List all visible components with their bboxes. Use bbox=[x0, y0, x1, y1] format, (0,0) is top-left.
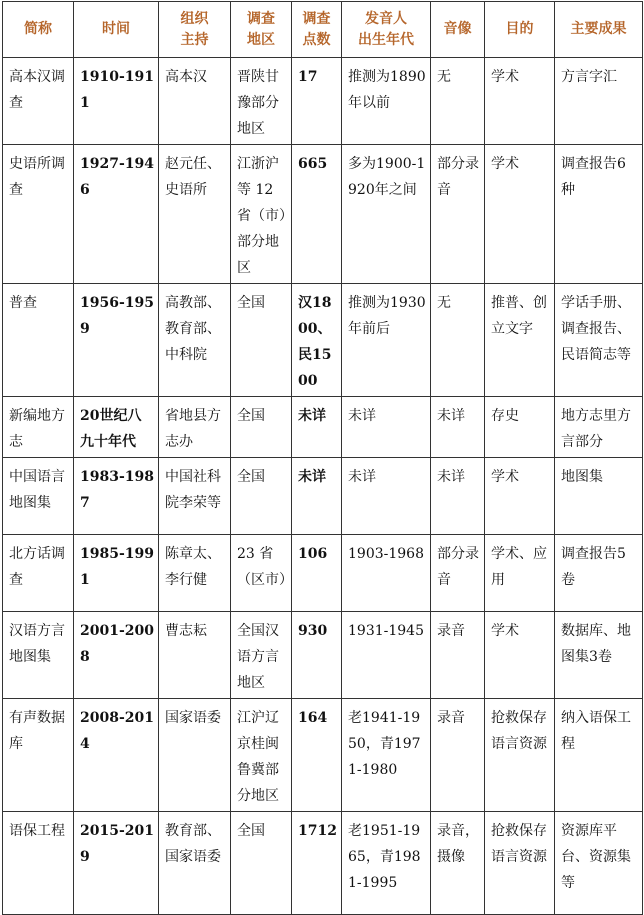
cell-points: 汉1800、民1500 bbox=[292, 284, 342, 397]
cell-organizer: 高本汉 bbox=[159, 58, 231, 145]
cell-purpose: 学术 bbox=[485, 58, 555, 145]
header-name: 简称 bbox=[3, 2, 74, 58]
table-row bbox=[3, 284, 643, 397]
header-results: 主要成果 bbox=[555, 2, 643, 58]
cell-time: 2015-2019 bbox=[74, 812, 159, 915]
table-row bbox=[3, 612, 643, 699]
cell-media: 未详 bbox=[431, 397, 485, 458]
table-row bbox=[3, 397, 643, 458]
cell-results: 地方志里方言部分 bbox=[555, 397, 643, 458]
cell-points: 106 bbox=[292, 535, 342, 612]
cell-results: 学话手册、调查报告、民语简志等 bbox=[555, 284, 643, 397]
cell-name: 高本汉调查 bbox=[3, 58, 74, 145]
cell-region: 全国 bbox=[231, 397, 292, 458]
cell-region: 江沪辽京桂闽鲁冀部分地区 bbox=[231, 699, 292, 812]
cell-purpose: 推普、创立文字 bbox=[485, 284, 555, 397]
cell-time: 2008-2014 bbox=[74, 699, 159, 812]
table-body bbox=[3, 58, 643, 915]
header-media: 音像 bbox=[431, 2, 485, 58]
cell-results: 资源库平台、资源集等 bbox=[555, 812, 643, 915]
cell-time: 1956-1959 bbox=[74, 284, 159, 397]
header-points: 调查 点数 bbox=[292, 2, 342, 58]
cell-birth: 老1951-1965，青1981-1995 bbox=[342, 812, 431, 915]
header-time: 时间 bbox=[74, 2, 159, 58]
cell-points: 17 bbox=[292, 58, 342, 145]
cell-region: 23 省（区市） bbox=[231, 535, 292, 612]
cell-birth: 推测为1890年以前 bbox=[342, 58, 431, 145]
cell-media: 录音 bbox=[431, 699, 485, 812]
header-region: 调查 地区 bbox=[231, 2, 292, 58]
cell-birth: 1903-1968 bbox=[342, 535, 431, 612]
cell-time: 1983-1987 bbox=[74, 458, 159, 535]
cell-points: 164 bbox=[292, 699, 342, 812]
table-row bbox=[3, 812, 643, 915]
cell-organizer: 赵元任、史语所 bbox=[159, 145, 231, 284]
cell-media: 未详 bbox=[431, 458, 485, 535]
cell-name: 中国语言地图集 bbox=[3, 458, 74, 535]
cell-results: 方言字汇 bbox=[555, 58, 643, 145]
header-purpose: 目的 bbox=[485, 2, 555, 58]
cell-purpose: 学术 bbox=[485, 145, 555, 284]
cell-name: 有声数据库 bbox=[3, 699, 74, 812]
cell-region: 全国 bbox=[231, 284, 292, 397]
cell-purpose: 抢救保存语言资源 bbox=[485, 699, 555, 812]
cell-points: 665 bbox=[292, 145, 342, 284]
cell-points: 未详 bbox=[292, 458, 342, 535]
survey-table bbox=[2, 1, 643, 915]
cell-purpose: 学术 bbox=[485, 612, 555, 699]
cell-region: 全国 bbox=[231, 812, 292, 915]
cell-time: 1910-1911 bbox=[74, 58, 159, 145]
header-birth: 发音人 出生年代 bbox=[342, 2, 431, 58]
cell-birth: 未详 bbox=[342, 458, 431, 535]
table-row bbox=[3, 458, 643, 535]
cell-points: 1712 bbox=[292, 812, 342, 915]
cell-media: 无 bbox=[431, 284, 485, 397]
cell-birth: 多为1900-1920年之间 bbox=[342, 145, 431, 284]
cell-time: 20世纪八九十年代 bbox=[74, 397, 159, 458]
table-row bbox=[3, 145, 643, 284]
cell-results: 调查报告5卷 bbox=[555, 535, 643, 612]
cell-birth: 老1941-1950，青1971-1980 bbox=[342, 699, 431, 812]
cell-time: 2001-2008 bbox=[74, 612, 159, 699]
cell-organizer: 高教部、教育部、中科院 bbox=[159, 284, 231, 397]
cell-organizer: 教育部、国家语委 bbox=[159, 812, 231, 915]
cell-name: 北方话调查 bbox=[3, 535, 74, 612]
cell-results: 纳入语保工程 bbox=[555, 699, 643, 812]
cell-points: 未详 bbox=[292, 397, 342, 458]
cell-region: 江浙沪等 12 省（市）部分地区 bbox=[231, 145, 292, 284]
cell-media: 无 bbox=[431, 58, 485, 145]
cell-organizer: 陈章太、李行健 bbox=[159, 535, 231, 612]
cell-birth: 未详 bbox=[342, 397, 431, 458]
cell-name: 普查 bbox=[3, 284, 74, 397]
cell-results: 数据库、地图集3卷 bbox=[555, 612, 643, 699]
table-row bbox=[3, 58, 643, 145]
cell-organizer: 国家语委 bbox=[159, 699, 231, 812]
cell-purpose: 学术、应用 bbox=[485, 535, 555, 612]
header-organizer: 组织 主持 bbox=[159, 2, 231, 58]
cell-organizer: 中国社科院李荣等 bbox=[159, 458, 231, 535]
cell-time: 1927-1946 bbox=[74, 145, 159, 284]
cell-region: 晋陕甘豫部分地区 bbox=[231, 58, 292, 145]
cell-media: 部分录音 bbox=[431, 145, 485, 284]
cell-media: 录音，摄像 bbox=[431, 812, 485, 915]
cell-organizer: 曹志耘 bbox=[159, 612, 231, 699]
cell-results: 调查报告6种 bbox=[555, 145, 643, 284]
cell-region: 全国汉语方言地区 bbox=[231, 612, 292, 699]
cell-birth: 推测为1930年前后 bbox=[342, 284, 431, 397]
cell-region: 全国 bbox=[231, 458, 292, 535]
cell-birth: 1931-1945 bbox=[342, 612, 431, 699]
cell-name: 新编地方志 bbox=[3, 397, 74, 458]
cell-time: 1985-1991 bbox=[74, 535, 159, 612]
table-row bbox=[3, 699, 643, 812]
cell-points: 930 bbox=[292, 612, 342, 699]
cell-purpose: 抢救保存语言资源 bbox=[485, 812, 555, 915]
cell-purpose: 存史 bbox=[485, 397, 555, 458]
header-row bbox=[3, 2, 643, 58]
cell-results: 地图集 bbox=[555, 458, 643, 535]
cell-purpose: 学术 bbox=[485, 458, 555, 535]
cell-organizer: 省地县方志办 bbox=[159, 397, 231, 458]
cell-name: 史语所调查 bbox=[3, 145, 74, 284]
cell-media: 部分录音 bbox=[431, 535, 485, 612]
cell-name: 汉语方言地图集 bbox=[3, 612, 74, 699]
table-row bbox=[3, 535, 643, 612]
cell-media: 录音 bbox=[431, 612, 485, 699]
cell-name: 语保工程 bbox=[3, 812, 74, 915]
